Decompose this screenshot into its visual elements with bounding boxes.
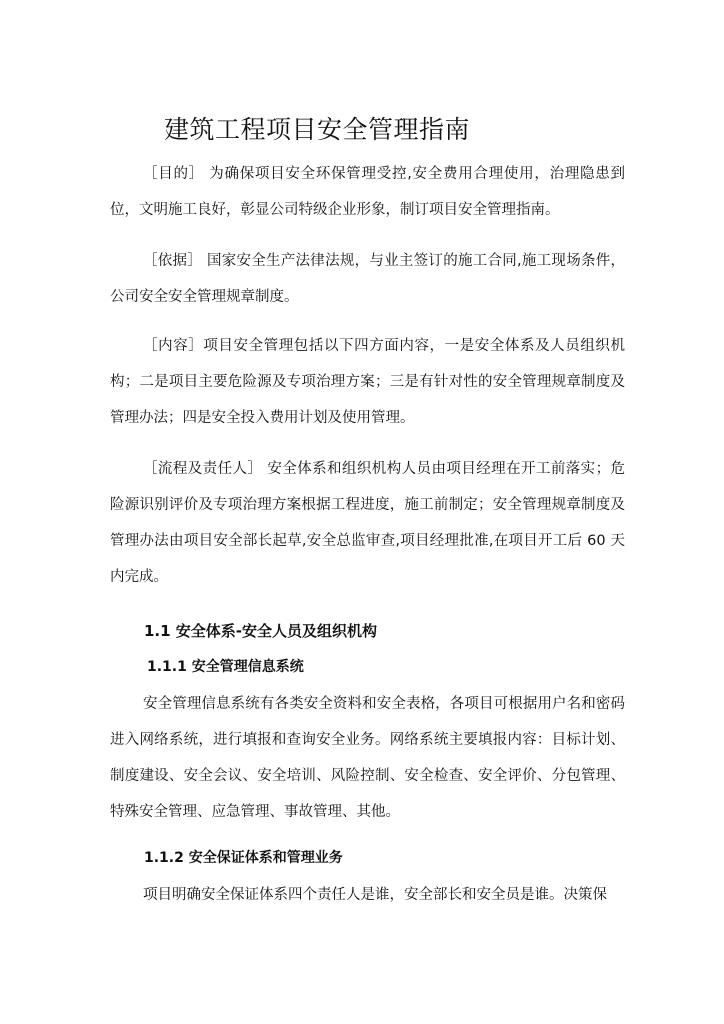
basis-paragraph: ［依据］ 国家安全生产法律法规，与业主签订的施工合同,施工现场条件，公司安全安全管理规章制度。 <box>110 253 625 305</box>
document-title: 建筑工程项目安全管理指南 <box>164 115 471 144</box>
section-1-1-1-heading: 1.1.1 安全管理信息系统 <box>147 659 304 675</box>
process-paragraph: ［流程及责任人］ 安全体系和组织机构人员由项目经理在开工前落实；危险源识别评价及专项治理方案根据工程进度，施工前制定；安全管理规章制度及管理办法由项目安全部长起草,安全总监审查,项目经理批准,在项目开工后 60 天内完成。 <box>110 461 625 585</box>
section-1-1-heading: 1.1 安全体系-安全人员及组织机构 <box>144 622 378 640</box>
guarantee-paragraph: 项目明确安全保证体系四个责任人是谁，安全部长和安全员是谁。决策保 <box>143 887 607 903</box>
info-system-paragraph: 安全管理信息系统有各类安全资料和安全表格，各项目可根据用户名和密码进入网络系统，进行填报和查询安全业务。网络系统主要填报内容：目标计划、制度建设、安全会议、安全培训、风险控制、安全检查、安全评价、分包管理、特殊安全管理、应急管理、事故管理、其他。 <box>110 696 625 820</box>
purpose-paragraph: ［目的］ 为确保项目安全环保管理受控,安全费用合理使用，治理隐患到位，文明施工良好，彰显公司特级企业形象，制订项目安全管理指南。 <box>110 166 625 218</box>
content-paragraph: ［内容］项目安全管理包括以下四方面内容，一是安全体系及人员组织机构；二是项目主要危险源及专项治理方案；三是有针对性的安全管理规章制度及管理办法；四是安全投入费用计划及使用管理。 <box>110 338 625 426</box>
section-1-1-2-heading: 1.1.2 安全保证体系和管理业务 <box>144 850 343 866</box>
